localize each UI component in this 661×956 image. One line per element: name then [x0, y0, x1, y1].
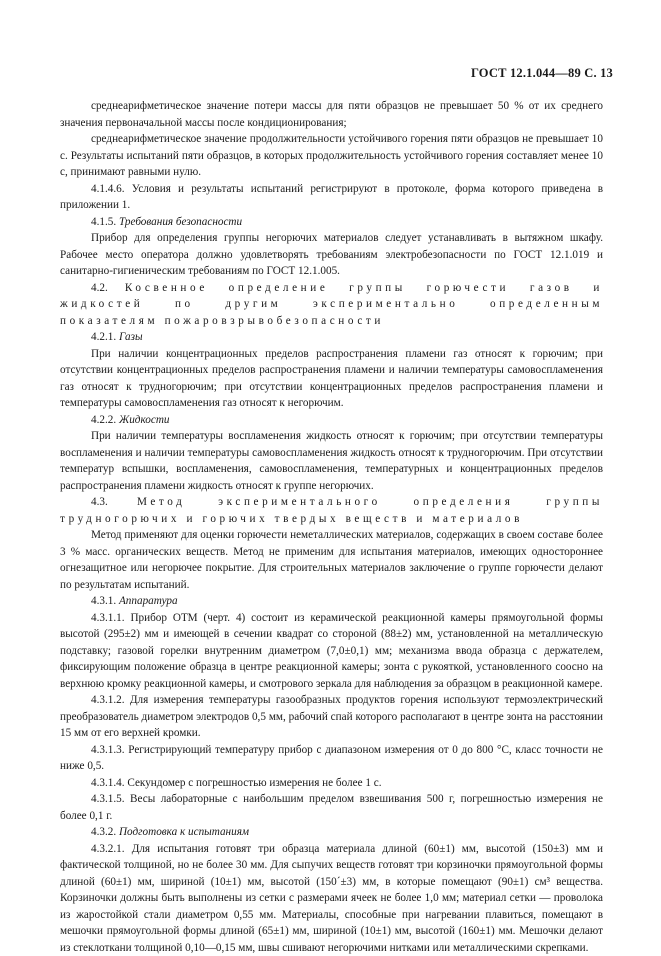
section-title: Жидкости — [119, 414, 170, 426]
section-title: Аппаратура — [119, 595, 178, 607]
section-title: Газы — [119, 331, 143, 343]
section-number: 4.2. — [91, 282, 108, 294]
paragraph: Прибор для определения группы негорючих материалов следует устанавливать в вытяжном шкафу. Рабочее место оператора должно удовлетворять требованиям электробезопасности по ГОСТ 12.1.019 и санитарно-гигиеническим требованиям по ГОСТ 12.1.005. — [60, 230, 603, 280]
section-title: Требования безопасности — [119, 216, 242, 228]
section-number: 4.2.1. — [91, 331, 116, 343]
section-heading — [60, 412, 603, 429]
page-header: ГОСТ 12.1.044—89 С. 13 — [471, 66, 613, 81]
section-heading — [60, 593, 603, 610]
section-title: Метод экспериментального определения группы трудногорючих и горючих твердых веществ и материалов — [60, 496, 603, 525]
section-number: 4.3.2. — [91, 826, 116, 838]
section-heading — [60, 824, 603, 841]
paragraph: 4.3.1.5. Весы лабораторные с наибольшим пределом взвешивания 500 г, погрешностью измерения не более 0,1 г. — [60, 791, 603, 824]
paragraph: При наличии концентрационных пределов распространения пламени газ относят к горючим; при отсутствии концентрационных пределов распространения пламени и наличии температуры самовоспламенения газ относят к трудногорючим; при отсутствии концентрационных пределов распространения пламени и температуры самовоспламенения газ относят к негорючим. — [60, 346, 603, 412]
section-heading — [60, 214, 603, 231]
paragraph: 4.3.2.1. Для испытания готовят три образца материала длиной (60±1) мм, высотой (150±3) мм и фактической толщиной, но не более 30 мм. Для сыпучих веществ готовят три корзиночки прямоугольной формы длиной (60±1) мм, шириной (10±1) мм, высотой (150´±3) мм, в которые помещают (90±1) см³ вещества. Корзиночки должны быть выполнены из сетки с размерами ячеек не более 1,0 мм; материал сетки — проволока из жаростойкой стали диаметром 0,55 мм. Материалы, способные при нагревании плавиться, помещают в мешочки прямоугольной формы длиной (65±1) мм, шириной (10±1) мм, высотой (160±1) мм. Мешочки делают из стеклоткани толщиной 0,10—0,15 мм, швы сшивают негорючими нитками или металлическими скрепками. — [60, 841, 603, 956]
paragraph: 4.3.1.1. Прибор ОТМ (черт. 4) состоит из керамической реакционной камеры прямоугольной формы высотой (295±2) мм и имеющей в сечении квадрат со стороной (88±2) мм, установленной на металлическую подставку; газовой горелки внутренним диаметром (7,0±0,1) мм; механизма ввода образца с держателем, фиксирующим положение образца в центре реакционной камеры; зонта с рукояткой, установленного соосно на верхнюю кромку реакционной камеры, и смотрового зеркала для наблюдения за образцом в реакционной камере. — [60, 610, 603, 693]
document-body — [60, 98, 603, 956]
section-heading — [60, 329, 603, 346]
section-number: 4.3. — [91, 496, 108, 508]
section-title: Подготовка к испытаниям — [119, 826, 249, 838]
paragraph: 4.3.1.2. Для измерения температуры газообразных продуктов горения используют термоэлектрический преобразователь диаметром электродов 0,5 мм, рабочий спай которого располагают в центре зонта на расстоянии 15 мм от его верхней кромки. — [60, 692, 603, 742]
paragraph: среднеарифметическое значение продолжительности устойчивого горения пяти образцов не превышает 10 с. Результаты испытаний пяти образцов, в которых продолжительность устойчивого горения составляет менее 10 с, принимают равными нулю. — [60, 131, 603, 181]
paragraph: 4.3.1.3. Регистрирующий температуру прибор с диапазоном измерения от 0 до 800 °С, класс точности не ниже 0,5. — [60, 742, 603, 775]
section-title: Косвенное определение группы горючести газов и жидкостей по другим экспериментально определенным показателям пожаровзрывобезопасности — [60, 282, 603, 327]
paragraph: 4.3.1.4. Секундомер с погрешностью измерения не более 1 с. — [60, 775, 603, 792]
paragraph: среднеарифметическое значение потери массы для пяти образцов не превышает 50 % от их среднего значения первоначальной массы после кондиционирования; — [60, 98, 603, 131]
section-heading — [60, 494, 603, 527]
paragraph: При наличии температуры воспламенения жидкость относят к горючим; при отсутствии температуры воспламенения и наличии температуры самовоспламенения жидкость относят к трудногорючим. При отсутствии температур вспышки, воспламенения, самовоспламенения, температурных и концентрационных пределов распространения пламени жидкость относят к группе негорючих. — [60, 428, 603, 494]
section-heading — [60, 280, 603, 330]
section-number: 4.2.2. — [91, 414, 116, 426]
paragraph: 4.1.4.6. Условия и результаты испытаний регистрируют в протоколе, форма которого приведена в приложении 1. — [60, 181, 603, 214]
paragraph: Метод применяют для оценки горючести неметаллических материалов, содержащих в своем составе более 3 % масс. органических веществ. Метод не применим для испытания материалов, имеющих одностороннее огнезащитное или негорючее покрытие. Для строительных материалов заключение о группе горючести делают по результатам испытаний. — [60, 527, 603, 593]
section-number: 4.3.1. — [91, 595, 116, 607]
section-number: 4.1.5. — [91, 216, 116, 228]
